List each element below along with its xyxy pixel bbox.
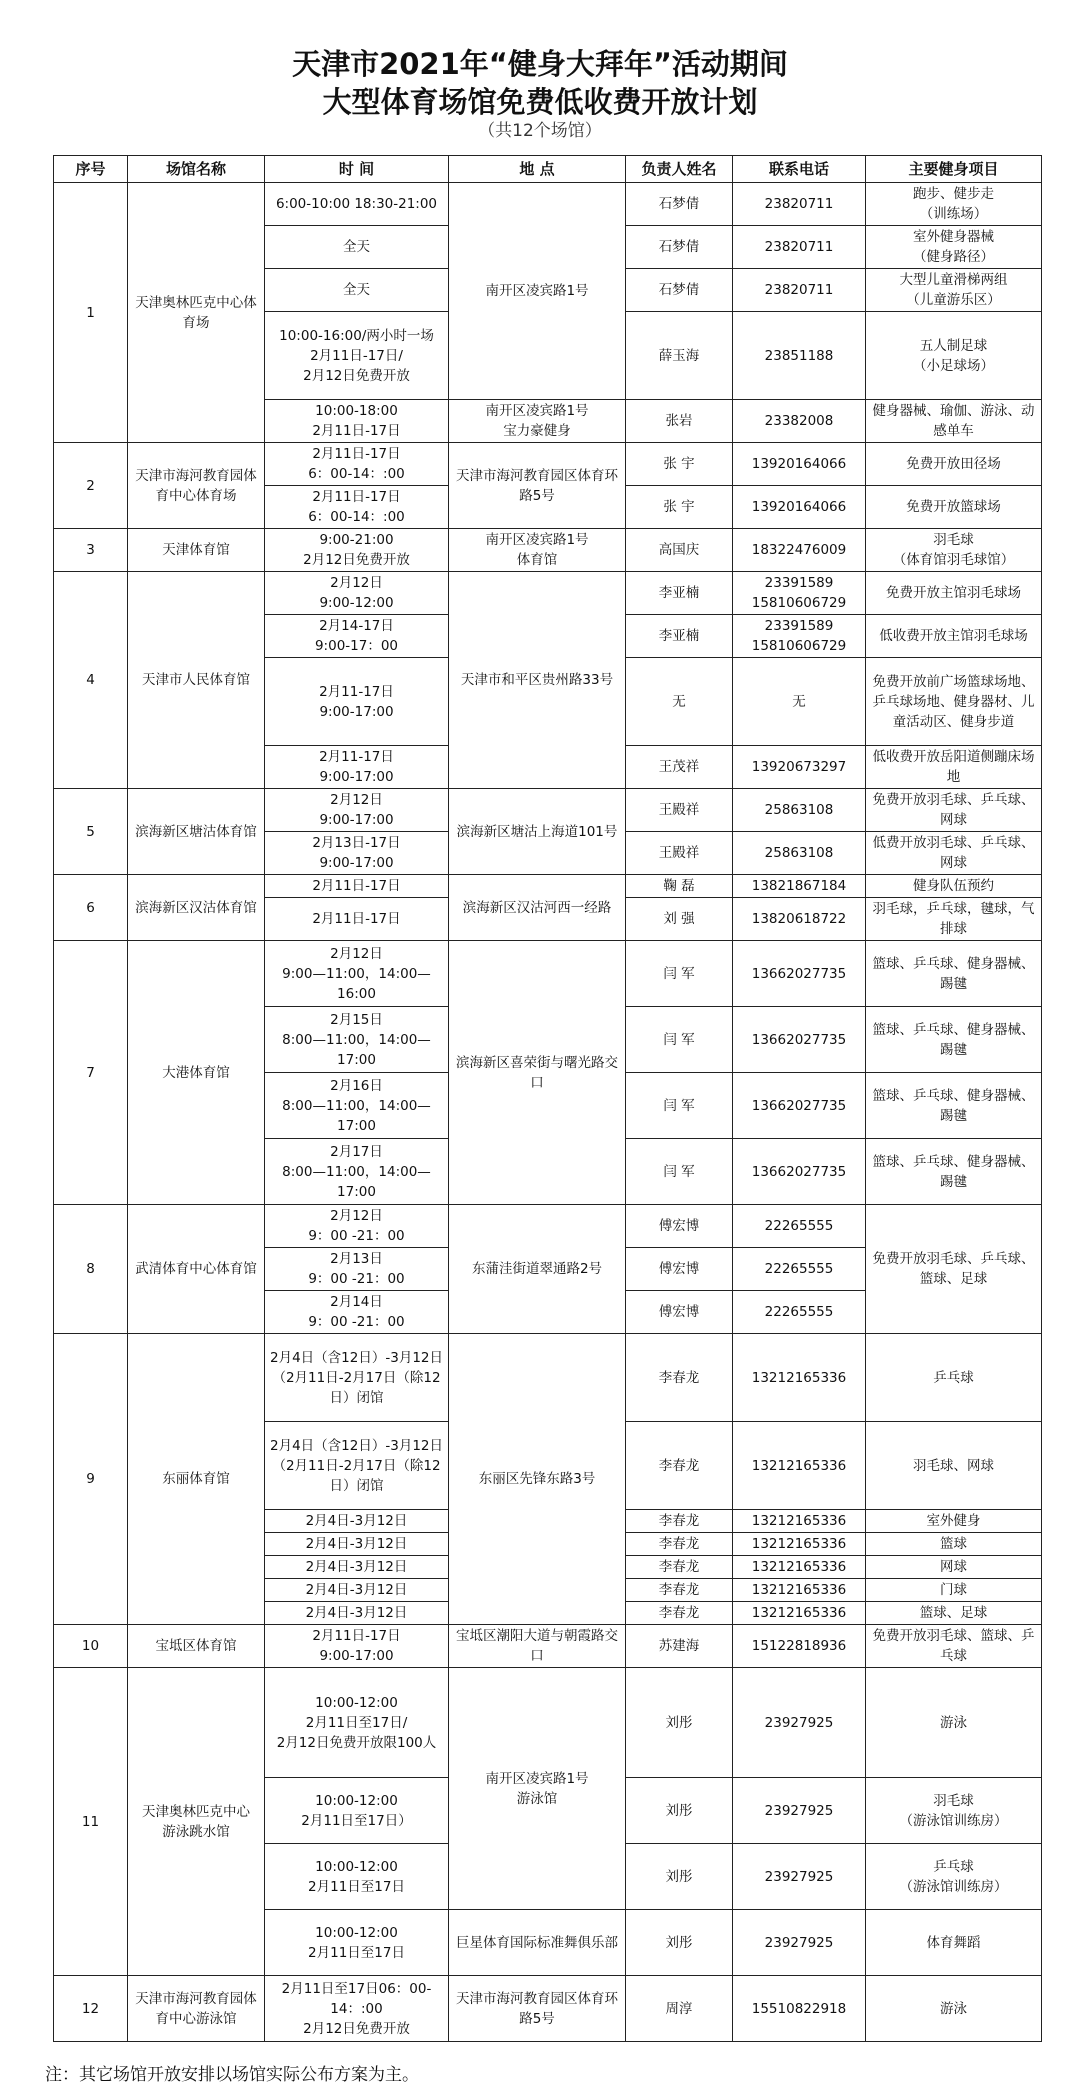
table-cell: 5: [54, 789, 128, 875]
table-cell: 无: [733, 658, 866, 746]
table-cell: 免费开放主馆羽毛球场: [866, 572, 1042, 615]
table-cell: 大型儿童滑梯两组 （儿童游乐区）: [866, 269, 1042, 312]
table-cell: 李春龙: [626, 1422, 733, 1510]
table-row: [54, 875, 1042, 898]
table-cell: 傅宏博: [626, 1291, 733, 1334]
table-cell: 15122818936: [733, 1625, 866, 1668]
table-row: [54, 789, 1042, 832]
table-cell: 东丽区先锋东路3号: [449, 1334, 626, 1625]
table-cell: 23927925: [733, 1778, 866, 1844]
table-cell: 15510822918: [733, 1976, 866, 2042]
table-cell: 李春龙: [626, 1556, 733, 1579]
table-cell: 南开区凌宾路1号 游泳馆: [449, 1668, 626, 1910]
table-cell: 羽毛球 （游泳馆训练房）: [866, 1778, 1042, 1844]
table-cell: 23820711: [733, 183, 866, 226]
table-cell: 2: [54, 443, 128, 529]
table-cell: 13212165336: [733, 1533, 866, 1556]
table-cell: 2月11日-17日 6：00-14：:00: [265, 486, 449, 529]
header-time: 时 间: [265, 156, 449, 183]
table-cell: 2月4日（含12日）-3月12日 （2月11日-2月17日（除12日）闭馆: [265, 1334, 449, 1422]
table-cell: 9: [54, 1334, 128, 1625]
table-cell: 闫 军: [626, 1139, 733, 1205]
table-cell: 免费开放羽毛球、乒乓球、篮球、足球: [866, 1205, 1042, 1334]
table-cell: 滨海新区塘沽体育馆: [128, 789, 265, 875]
table-cell: 10:00-18:00 2月11日-17日: [265, 400, 449, 443]
table-cell: 张 宇: [626, 443, 733, 486]
table-row: [54, 941, 1042, 1007]
table-cell: 李春龙: [626, 1579, 733, 1602]
table-cell: 10:00-16:00/两小时一场 2月11日-17日/ 2月12日免费开放: [265, 312, 449, 400]
table-cell: 篮球: [866, 1533, 1042, 1556]
table-cell: 8: [54, 1205, 128, 1334]
table-cell: 天津奥林匹克中心体育场: [128, 183, 265, 443]
document-title-line1: 天津市2021年“健身大拜年”活动期间: [292, 47, 788, 81]
table-cell: 23927925: [733, 1668, 866, 1778]
table-cell: 13920164066: [733, 486, 866, 529]
table-cell: 南开区凌宾路1号 体育馆: [449, 529, 626, 572]
table-cell: 南开区凌宾路1号: [449, 183, 626, 400]
table-cell: 天津市海河教育园区体育环路5号: [449, 1976, 626, 2042]
table-cell: 周淳: [626, 1976, 733, 2042]
table-cell: 石梦倩: [626, 269, 733, 312]
table-cell: 23927925: [733, 1844, 866, 1910]
table-row: [54, 529, 1042, 572]
table-cell: 王殿祥: [626, 789, 733, 832]
table-cell: 刘彤: [626, 1844, 733, 1910]
table-cell: 23391589 15810606729: [733, 615, 866, 658]
table-cell: 李春龙: [626, 1334, 733, 1422]
table-cell: 2月11日-17日: [265, 898, 449, 941]
table-cell: 2月15日 8:00—11:00，14:00—17:00: [265, 1007, 449, 1073]
table-cell: 2月12日 9:00-12:00: [265, 572, 449, 615]
table-cell: 免费开放篮球场: [866, 486, 1042, 529]
table-cell: 2月11日-17日 9:00-17:00: [265, 1625, 449, 1668]
document-title-line2: 大型体育场馆免费低收费开放计划: [322, 85, 758, 119]
table-cell: 天津市海河教育园区体育环路5号: [449, 443, 626, 529]
table-cell: 游泳: [866, 1668, 1042, 1778]
table-cell: 宝坻区体育馆: [128, 1625, 265, 1668]
table-row: [54, 183, 1042, 226]
table-body: [54, 183, 1042, 2042]
table-cell: 13212165336: [733, 1334, 866, 1422]
table-cell: 全天: [265, 269, 449, 312]
table-cell: 23927925: [733, 1910, 866, 1976]
table-cell: 王茂祥: [626, 746, 733, 789]
table-cell: 7: [54, 941, 128, 1205]
table-cell: 滨海新区汉沽体育馆: [128, 875, 265, 941]
table-cell: 免费开放前广场篮球场地、乒乓球场地、健身器材、儿童活动区、健身步道: [866, 658, 1042, 746]
table-cell: 免费开放羽毛球、乒乓球、网球: [866, 789, 1042, 832]
table-cell: 4: [54, 572, 128, 789]
table-cell: 13920673297: [733, 746, 866, 789]
table-cell: 11: [54, 1668, 128, 1976]
table-cell: 2月4日-3月12日: [265, 1533, 449, 1556]
table-cell: 23851188: [733, 312, 866, 400]
table-cell: 武清体育中心体育馆: [128, 1205, 265, 1334]
table-cell: 13212165336: [733, 1422, 866, 1510]
table-cell: 刘 强: [626, 898, 733, 941]
table-row: [54, 1205, 1042, 1248]
table-cell: 10:00-12:00 2月11日至17日: [265, 1910, 449, 1976]
table-cell: 天津市海河教育园体育中心游泳馆: [128, 1976, 265, 2042]
table-cell: 13662027735: [733, 1073, 866, 1139]
table-cell: 2月11-17日 9:00-17:00: [265, 658, 449, 746]
table-cell: 22265555: [733, 1205, 866, 1248]
table-row: [54, 1976, 1042, 2042]
table-cell: 刘彤: [626, 1668, 733, 1778]
table-cell: 闫 军: [626, 941, 733, 1007]
table-cell: 南开区凌宾路1号 宝力豪健身: [449, 400, 626, 443]
table-cell: 跑步、健步走 （训练场）: [866, 183, 1042, 226]
table-cell: 滨海新区喜荣街与曙光路交口: [449, 941, 626, 1205]
table-cell: 2月11日至17日06：00-14：:00 2月12日免费开放: [265, 1976, 449, 2042]
table-cell: 大港体育馆: [128, 941, 265, 1205]
table-cell: 13662027735: [733, 1139, 866, 1205]
table-cell: 宝坻区潮阳大道与朝霞路交口: [449, 1625, 626, 1668]
table-cell: 张岩: [626, 400, 733, 443]
table-cell: 王殿祥: [626, 832, 733, 875]
table-cell: 乒乓球: [866, 1334, 1042, 1422]
table-cell: 门球: [866, 1579, 1042, 1602]
table-cell: 18322476009: [733, 529, 866, 572]
table-cell: 10: [54, 1625, 128, 1668]
table-cell: 巨星体育国际标准舞俱乐部: [449, 1910, 626, 1976]
table-cell: 全天: [265, 226, 449, 269]
table-cell: 李春龙: [626, 1533, 733, 1556]
table-cell: 体育舞蹈: [866, 1910, 1042, 1976]
table-row: [54, 572, 1042, 615]
table-cell: 天津体育馆: [128, 529, 265, 572]
table-row: [54, 1334, 1042, 1422]
table-cell: 傅宏博: [626, 1248, 733, 1291]
table-cell: 22265555: [733, 1291, 866, 1334]
table-cell: 2月11日-17日 6：00-14：:00: [265, 443, 449, 486]
table-cell: 天津奥林匹克中心 游泳跳水馆: [128, 1668, 265, 1976]
table-cell: 滨海新区汉沽河西一经路: [449, 875, 626, 941]
table-cell: 23382008: [733, 400, 866, 443]
table-cell: 22265555: [733, 1248, 866, 1291]
table-cell: 苏建海: [626, 1625, 733, 1668]
table-cell: 2月14日 9：00 -21：00: [265, 1291, 449, 1334]
table-cell: 2月12日 9：00 -21：00: [265, 1205, 449, 1248]
table-cell: 无: [626, 658, 733, 746]
table-cell: 低收费开放主馆羽毛球场: [866, 615, 1042, 658]
table-cell: 13212165336: [733, 1579, 866, 1602]
table-cell: 23820711: [733, 269, 866, 312]
table-cell: 李春龙: [626, 1602, 733, 1625]
table-cell: 2月12日 9:00—11:00，14:00—16:00: [265, 941, 449, 1007]
venue-schedule-table: [53, 155, 1042, 2042]
footnote: 注：其它场馆开放安排以场馆实际公布方案为主。: [45, 2065, 419, 2085]
table-cell: 12: [54, 1976, 128, 2042]
table-cell: 张 宇: [626, 486, 733, 529]
table-cell: 10:00-12:00 2月11日至17日/ 2月12日免费开放限100人: [265, 1668, 449, 1778]
table-cell: 2月4日-3月12日: [265, 1579, 449, 1602]
header-phone: 联系电话: [733, 156, 866, 183]
table-cell: 东蒲洼街道翠通路2号: [449, 1205, 626, 1334]
table-cell: 2月17日 8:00—11:00，14:00—17:00: [265, 1139, 449, 1205]
table-cell: 网球: [866, 1556, 1042, 1579]
table-cell: 羽毛球、网球: [866, 1422, 1042, 1510]
table-row: [54, 1625, 1042, 1668]
table-cell: 五人制足球 （小足球场）: [866, 312, 1042, 400]
table-cell: 2月4日（含12日）-3月12日 （2月11日-2月17日（除12日）闭馆: [265, 1422, 449, 1510]
table-row: [54, 443, 1042, 486]
table-cell: 6: [54, 875, 128, 941]
table-cell: 13920164066: [733, 443, 866, 486]
table-cell: 闫 军: [626, 1007, 733, 1073]
table-cell: 篮球、乒乓球、健身器械、踢毽: [866, 941, 1042, 1007]
table-cell: 天津市和平区贵州路33号: [449, 572, 626, 789]
table-cell: 低收费开放岳阳道侧蹦床场地: [866, 746, 1042, 789]
table-cell: 2月13日 9：00 -21：00: [265, 1248, 449, 1291]
table-cell: 25863108: [733, 789, 866, 832]
table-cell: 李亚楠: [626, 615, 733, 658]
header-activities: 主要健身项目: [866, 156, 1042, 183]
table-cell: 25863108: [733, 832, 866, 875]
table-cell: 2月11日-17日: [265, 875, 449, 898]
table-cell: 傅宏博: [626, 1205, 733, 1248]
table-cell: 石梦倩: [626, 183, 733, 226]
table-cell: 23820711: [733, 226, 866, 269]
table-cell: 13212165336: [733, 1602, 866, 1625]
table-cell: 天津市海河教育园体育中心体育场: [128, 443, 265, 529]
table-cell: 闫 军: [626, 1073, 733, 1139]
table-cell: 室外健身: [866, 1510, 1042, 1533]
table-cell: 13212165336: [733, 1510, 866, 1533]
table-cell: 13821867184: [733, 875, 866, 898]
table-cell: 3: [54, 529, 128, 572]
table-cell: 篮球、乒乓球、健身器械、踢毽: [866, 1139, 1042, 1205]
header-location: 地 点: [449, 156, 626, 183]
table-cell: 9:00-21:00 2月12日免费开放: [265, 529, 449, 572]
table-cell: 健身器械、瑜伽、游泳、动感单车: [866, 400, 1042, 443]
table-cell: 10:00-12:00 2月11日至17日: [265, 1844, 449, 1910]
table-cell: 薛玉海: [626, 312, 733, 400]
table-cell: 羽毛球 （体育馆羽毛球馆）: [866, 529, 1042, 572]
table-cell: 23391589 15810606729: [733, 572, 866, 615]
header-index: 序号: [54, 156, 128, 183]
table-cell: 东丽体育馆: [128, 1334, 265, 1625]
table-header-row: [54, 156, 1042, 183]
table-cell: 2月16日 8:00—11:00，14:00—17:00: [265, 1073, 449, 1139]
table-cell: 1: [54, 183, 128, 443]
table-cell: 13820618722: [733, 898, 866, 941]
table-cell: 13662027735: [733, 1007, 866, 1073]
table-cell: 2月13日-17日 9:00-17:00: [265, 832, 449, 875]
table-cell: 6:00-10:00 18:30-21:00: [265, 183, 449, 226]
table-cell: 低费开放羽毛球、乒乓球、网球: [866, 832, 1042, 875]
table-cell: 2月12日 9:00-17:00: [265, 789, 449, 832]
table-cell: 李春龙: [626, 1510, 733, 1533]
header-venue: 场馆名称: [128, 156, 265, 183]
table-cell: 免费开放羽毛球、篮球、乒乓球: [866, 1625, 1042, 1668]
table-cell: 石梦倩: [626, 226, 733, 269]
table-cell: 2月4日-3月12日: [265, 1556, 449, 1579]
table-cell: 10:00-12:00 2月11日至17日）: [265, 1778, 449, 1844]
table-cell: 2月4日-3月12日: [265, 1602, 449, 1625]
table-cell: 乒乓球 （游泳馆训练房）: [866, 1844, 1042, 1910]
table-cell: 篮球、乒乓球、健身器械、踢毽: [866, 1073, 1042, 1139]
document-subtitle: （共12个场馆）: [478, 121, 602, 141]
table-cell: 篮球、足球: [866, 1602, 1042, 1625]
table-cell: 滨海新区塘沽上海道101号: [449, 789, 626, 875]
table-cell: 游泳: [866, 1976, 1042, 2042]
table-row: [54, 1668, 1042, 1778]
table-cell: 室外健身器械 （健身路径）: [866, 226, 1042, 269]
table-cell: 2月11-17日 9:00-17:00: [265, 746, 449, 789]
table-cell: 健身队伍预约: [866, 875, 1042, 898]
header-contact-person: 负责人姓名: [626, 156, 733, 183]
table-cell: 羽毛球，乒乓球，毽球，气排球: [866, 898, 1042, 941]
table-cell: 李亚楠: [626, 572, 733, 615]
table-cell: 13212165336: [733, 1556, 866, 1579]
table-cell: 鞠 磊: [626, 875, 733, 898]
table-cell: 2月14-17日 9:00-17：00: [265, 615, 449, 658]
table-cell: 刘彤: [626, 1910, 733, 1976]
table-cell: 13662027735: [733, 941, 866, 1007]
table-cell: 篮球、乒乓球、健身器械、踢毽: [866, 1007, 1042, 1073]
table-cell: 刘彤: [626, 1778, 733, 1844]
table-cell: 高国庆: [626, 529, 733, 572]
table-cell: 2月4日-3月12日: [265, 1510, 449, 1533]
table-cell: 免费开放田径场: [866, 443, 1042, 486]
table-cell: 天津市人民体育馆: [128, 572, 265, 789]
